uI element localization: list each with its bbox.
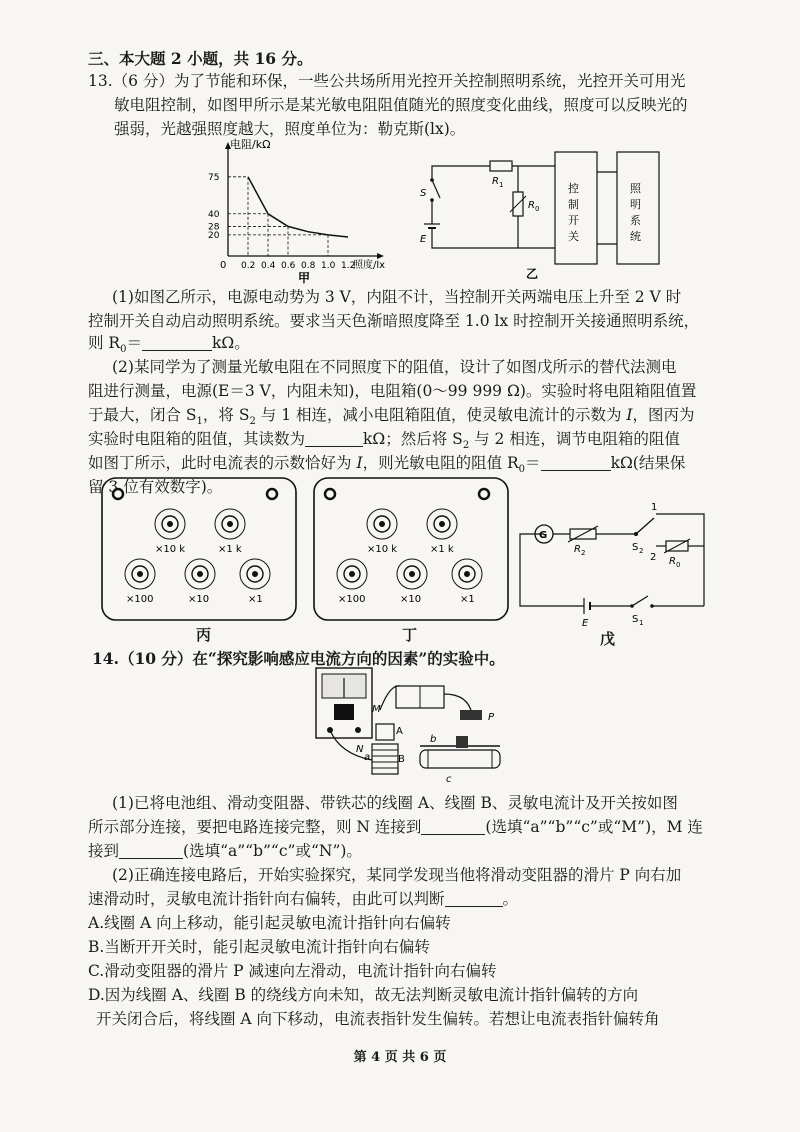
label-A: A xyxy=(396,726,403,737)
q13-part2-line-1: (2)某同学为了测量光敏电阻在不同照度下的阻值，设计了如图戊所示的替代法测电 xyxy=(112,358,677,376)
g-label: G xyxy=(539,530,548,541)
subscript: 2 xyxy=(462,440,470,452)
switch-s2 xyxy=(636,518,654,534)
y-tick-label: 20 xyxy=(208,230,220,241)
subscript: 0 xyxy=(518,464,526,476)
dial xyxy=(427,509,457,539)
terminal xyxy=(325,489,335,499)
q14-part2-line-1: (2)正确连接电路后，开始实验探究，某同学发现当他将滑动变阻器的滑片 P 向右加 xyxy=(112,866,682,884)
q13-part1-line-2: 控制开关自动启动照明系统。要求当天色渐暗照度降至 1.0 lx 时控制开关接通照明系统， xyxy=(88,312,700,330)
mult-10k: ×10 k xyxy=(155,544,186,555)
s2-pos-1: 1 xyxy=(651,502,658,513)
s2-sub: 2 xyxy=(639,547,644,555)
q13-part1-line-1: (1)如图乙所示，电源电动势为 3 V，内阻不计，当控制开关两端电压上升至 2 V 时 xyxy=(112,288,682,306)
terminal xyxy=(113,489,123,499)
e-label: E xyxy=(420,234,427,245)
q14-part2-line-2 xyxy=(88,888,728,910)
text-fragment: 于最大，闭合 S xyxy=(88,406,197,424)
answer-blank-r0-part1[interactable] xyxy=(142,334,212,351)
mult-10k: ×10 k xyxy=(367,544,398,555)
e-label: E xyxy=(582,618,589,629)
dial xyxy=(337,559,367,589)
r2-sub: 2 xyxy=(581,549,586,557)
s2-pos-2: 2 xyxy=(650,552,657,563)
x-tick-label: 1.2 xyxy=(341,261,356,271)
x-axis-label: 照度/lx xyxy=(353,260,386,271)
label-b: b xyxy=(430,734,437,745)
box2-char-2: 明 xyxy=(630,198,641,211)
mult-100: ×100 xyxy=(338,594,366,605)
mult-100: ×100 xyxy=(126,594,154,605)
q14-part1-line-1: (1)已将电池组、滑动变阻器、带铁芯的线圈 A、线圈 B、灵敏电流计及开关按如图 xyxy=(112,794,678,812)
text-fragment: 速滑动时，灵敏电流计指针向右偏转，由此可以判断 xyxy=(88,890,445,908)
coil-a xyxy=(376,724,394,740)
q14-part3-line-1: 开关闭合后，将线圈 A 向下移动，电流表指针发生偏转。若想让电流表指针偏转角 xyxy=(96,1010,660,1028)
caption-ding: 丁 xyxy=(402,626,418,644)
resistor-r1 xyxy=(490,161,512,171)
r1-label: R xyxy=(492,176,499,187)
s2-label: S xyxy=(632,542,639,553)
x-tick-label: 0.4 xyxy=(261,261,276,271)
box1-char-4: 关 xyxy=(568,230,579,243)
answer-blank-n[interactable] xyxy=(421,818,485,835)
label-B: B xyxy=(398,754,405,765)
r0-label: R xyxy=(528,200,535,211)
guide-lines xyxy=(228,177,328,256)
r2-label: R xyxy=(574,544,581,555)
box2-char-3: 系 xyxy=(630,214,641,227)
resistance-box-bing xyxy=(100,476,300,624)
dial xyxy=(125,559,155,589)
x-tick-label: 0.2 xyxy=(241,261,256,271)
switch-s xyxy=(432,180,440,198)
text-fragment: kΩ；然后将 S xyxy=(363,430,463,448)
dial xyxy=(185,559,215,589)
caption-jia: 甲 xyxy=(298,271,311,285)
label-c: c xyxy=(446,774,452,785)
y-tick-label: 40 xyxy=(208,209,220,220)
switch xyxy=(460,710,482,720)
r1-sub: 1 xyxy=(499,181,504,189)
y-axis-label: 电阻/kΩ xyxy=(230,138,271,151)
q14-intro: 14.（10 分）在“探究影响感应电流方向的因素”的实验中。 xyxy=(92,649,505,668)
box2-char-4: 统 xyxy=(630,230,641,243)
answer-blank-m[interactable] xyxy=(119,842,183,859)
text-fragment: 与 2 相连，调节电阻箱的阻值 xyxy=(469,430,680,448)
box2-char-1: 照 xyxy=(630,182,641,195)
mult-1k: ×1 k xyxy=(430,544,454,555)
rheostat xyxy=(420,750,500,768)
circuit-wu xyxy=(514,496,714,632)
text-fragment: kΩ。 xyxy=(212,334,250,352)
q13-part2-line-2: 阻进行测量，电源(E＝3 V，内阻未知)，电阻箱(0～99 999 Ω)。实验时将电阻箱阻值置 xyxy=(88,382,697,400)
induction-apparatus xyxy=(300,664,520,792)
q13-part2-line-6: 留 3 位有效数字)。 xyxy=(88,478,223,496)
q14-part1-line-2 xyxy=(88,816,728,838)
text-fragment: 所示部分连接，要把电路连接完整，则 N 连接到 xyxy=(88,818,422,836)
text-fragment: 实验时电阻箱的阻值，其读数为 xyxy=(88,430,306,448)
text-fragment: 与 1 相连，减小电阻箱阻值，使灵敏电流计的示数为 xyxy=(255,406,627,424)
text-fragment: 则 R xyxy=(88,334,121,352)
subscript: 0 xyxy=(120,344,127,356)
option-c: C.滑动变阻器的滑片 P 减速向左滑动，电流计指针向右偏转 xyxy=(88,962,497,980)
terminal xyxy=(267,489,277,499)
text-fragment: 如图丁所示，此时电流表的示数恰好为 xyxy=(88,454,357,472)
mult-10: ×10 xyxy=(400,594,422,605)
x-tick-label: 0.6 xyxy=(281,261,296,271)
graph-jia xyxy=(200,138,410,288)
s1-label: S xyxy=(632,614,639,625)
text-fragment: kΩ(结果保 xyxy=(610,454,686,472)
switch-s1 xyxy=(632,596,648,606)
caption-yi: 乙 xyxy=(526,267,539,281)
text-fragment: (选填“a”“b”“c”或“N”)。 xyxy=(183,842,362,860)
option-a: A.线圈 A 向上移动，能引起灵敏电流计指针向右偏转 xyxy=(88,914,451,932)
r0-sub: 0 xyxy=(676,561,681,569)
option-b: B.当断开开关时，能引起灵敏电流计指针向右偏转 xyxy=(88,938,430,956)
text-fragment: (选填“a”“b”“c”或“M”)，M 连 xyxy=(485,818,703,836)
label-m: M xyxy=(372,704,381,715)
s1-sub: 1 xyxy=(639,619,644,627)
caption-bing: 丙 xyxy=(196,626,212,644)
answer-blank-choice[interactable] xyxy=(445,890,503,907)
answer-blank-r0-part2[interactable] xyxy=(541,454,611,471)
text-fragment: ，则光敏电阻的阻值 R xyxy=(362,454,519,472)
mult-10: ×10 xyxy=(188,594,210,605)
circuit-yi xyxy=(420,140,670,290)
y-tick-label: 75 xyxy=(208,172,220,183)
dial xyxy=(397,559,427,589)
subscript: 1 xyxy=(196,416,203,428)
box1-char-3: 开 xyxy=(568,214,579,227)
text-fragment: ，图丙为 xyxy=(632,406,695,424)
text-fragment: I xyxy=(626,406,633,424)
text-fragment: ＝ xyxy=(126,334,142,352)
coil-b xyxy=(372,744,398,774)
subscript: 2 xyxy=(249,416,256,428)
text-fragment: ＝ xyxy=(525,454,541,472)
answer-blank-resistance-box-reading[interactable] xyxy=(305,430,363,447)
text-fragment: 。 xyxy=(502,890,519,908)
y-tick-label: 28 xyxy=(208,222,220,233)
r0-sub: 0 xyxy=(535,205,540,213)
text-fragment: I xyxy=(356,454,363,472)
label-p: P xyxy=(488,712,495,723)
label-n: N xyxy=(356,744,364,755)
x-tick-label: 1.0 xyxy=(321,261,336,271)
r0-label: R xyxy=(669,556,676,567)
resistance-box-ding xyxy=(312,476,512,624)
mult-1: ×1 xyxy=(460,594,475,605)
q13-intro-line-1: 13.（6 分）为了节能和环保，一些公共场所用光控开关控制照明系统，光控开关可用光 xyxy=(88,72,686,90)
q13-intro-line-2: 敏电阻控制，如图甲所示是某光敏电阻阻值随光的照度变化曲线，照度可以反映光的 xyxy=(114,96,688,114)
terminal xyxy=(479,489,489,499)
dial xyxy=(452,559,482,589)
q13-intro-line-3: 强弱，光越强照度越大，照度单位为：勒克斯(lx)。 xyxy=(114,120,466,138)
text-fragment: 接到 xyxy=(88,842,120,860)
caption-wu: 戊 xyxy=(600,630,616,648)
section-header: 三、本大题 2 小题，共 16 分。 xyxy=(88,49,313,68)
origin-label: 0 xyxy=(220,260,227,271)
dial xyxy=(367,509,397,539)
mult-1k: ×1 k xyxy=(218,544,242,555)
s-label: S xyxy=(420,188,427,199)
box1-char-1: 控 xyxy=(568,182,579,195)
page-footer: 第 4 页 共 6 页 xyxy=(353,1050,447,1065)
box1-char-2: 制 xyxy=(568,198,579,211)
dial xyxy=(215,509,245,539)
x-tick-label: 0.8 xyxy=(301,261,316,271)
resistance-curve xyxy=(248,177,348,237)
mult-1: ×1 xyxy=(248,594,263,605)
dial xyxy=(155,509,185,539)
q14-part1-line-3 xyxy=(88,840,728,862)
label-a: a xyxy=(364,752,371,763)
option-d: D.因为线圈 A、线圈 B 的绕线方向未知，故无法判断灵敏电流计指针偏转的方向 xyxy=(88,986,639,1004)
dial xyxy=(240,559,270,589)
text-fragment: ，将 S xyxy=(202,406,250,424)
